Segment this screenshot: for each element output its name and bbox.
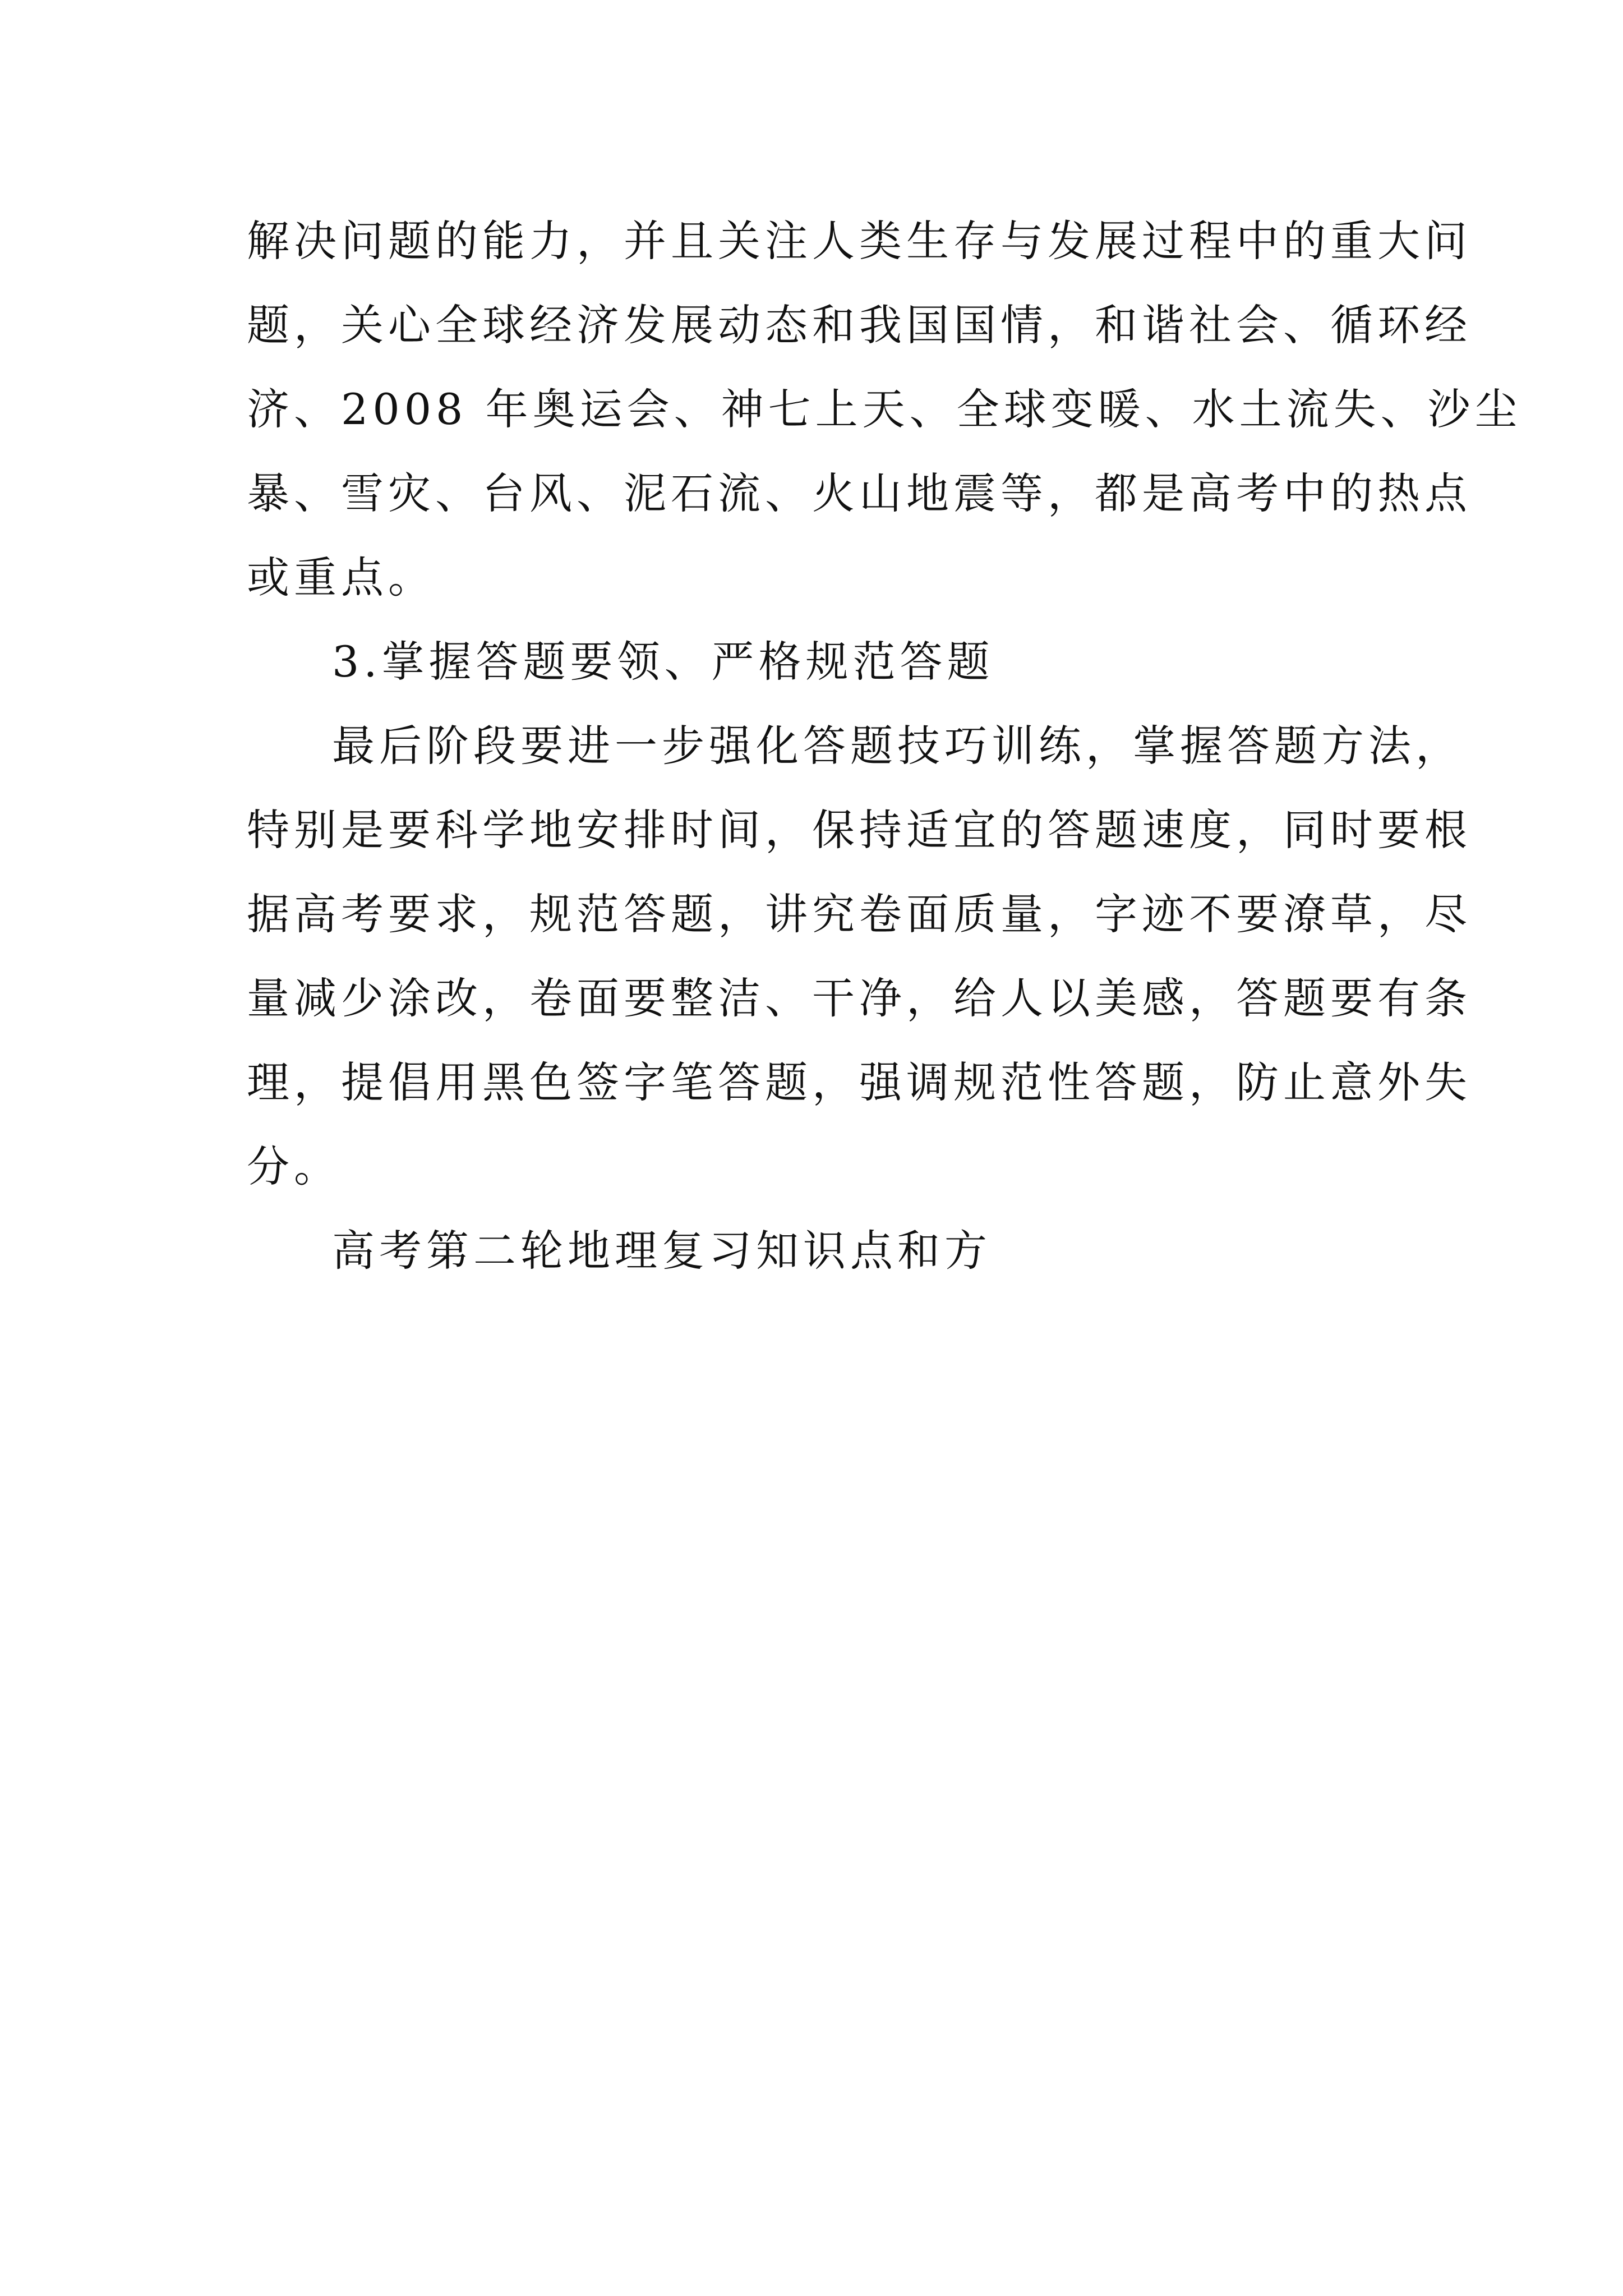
text-line: 暴、雪灾、台风、泥石流、火山地震等，都是高考中的热点 [247,468,1472,518]
text-line: 据高考要求，规范答题，讲究卷面质量，字迹不要潦草，尽 [247,889,1472,939]
text-line: 题，关心全球经济发展动态和我国国情，和谐社会、循环经 [247,300,1472,350]
closing-title [247,1209,1391,1293]
section-heading [247,620,1391,704]
paragraph-hot-topics [247,199,1522,620]
text-line: 量减少涂改，卷面要整洁、干净，给人以美感，答题要有条 [247,973,1472,1023]
text-line: 解决问题的能力，并且关注人类生存与发展过程中的重大问 [247,216,1472,266]
heading-line: 3.掌握答题要领、严格规范答题 [332,637,994,687]
text-line: 分。 [247,1142,341,1191]
text-line: 理，提倡用黑色签字笔答题，强调规范性答题，防止意外失 [247,1057,1472,1107]
text-line: 济、2008 年奥运会、神七上天、全球变暖、水土流失、沙尘 [247,384,1522,434]
text-line: 最后阶段要进一步强化答题技巧训练，掌握答题方法， [332,721,1463,771]
text-line: 特别是要科学地安排时间，保持适宜的答题速度，同时要根 [247,805,1472,855]
paragraph-answer-skills [247,704,1472,1209]
closing-title-line: 高考第二轮地理复习知识点和方 [332,1226,992,1276]
text-line: 或重点。 [247,553,435,602]
document-body [247,199,1522,1293]
